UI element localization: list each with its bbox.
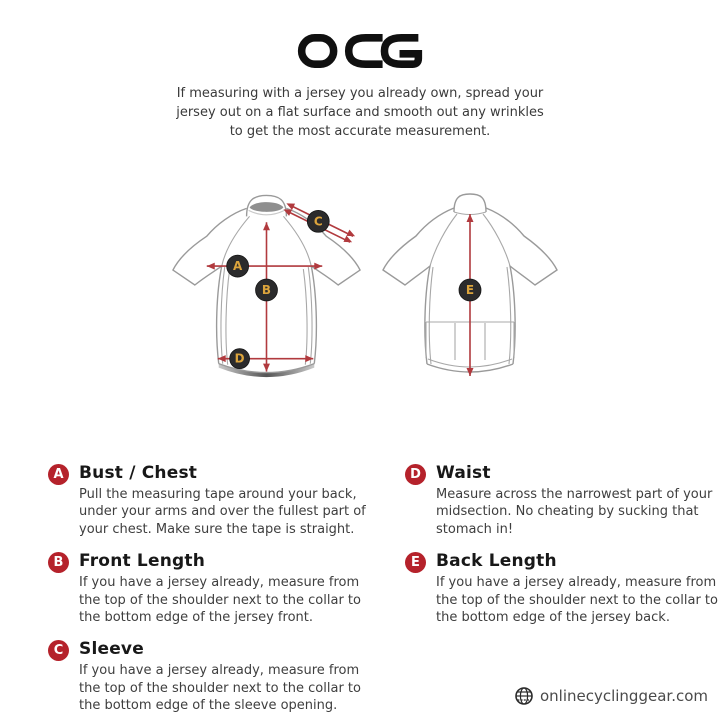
measurement-item-front-length [48, 551, 378, 626]
measurement-title: Waist [436, 463, 491, 483]
badge-a: A [48, 464, 69, 485]
svg-text:D: D [234, 351, 245, 366]
measure-point-a [227, 255, 249, 277]
front-jersey-diagram [160, 186, 374, 386]
measurement-title: Bust / Chest [79, 463, 198, 483]
badge-d: D [405, 464, 426, 485]
measurement-title: Back Length [436, 551, 557, 572]
ocg-logo [296, 30, 424, 72]
measurement-item-waist [405, 463, 717, 538]
badge-b: B [48, 552, 69, 573]
measurement-description: If you have a jersey already, measure from the top of the shoulder next to the collar to the bottom edge of the jersey front. [79, 575, 361, 626]
jersey-diagrams [160, 186, 574, 386]
measurement-description: Measure across the narrowest part of your midsection. No cheating by sucking that stomach in! [436, 487, 713, 537]
svg-text:E: E [465, 283, 475, 297]
badge-e: E [405, 552, 426, 573]
measure-point-e [459, 279, 481, 301]
descriptions-right-column [405, 463, 717, 720]
measurement-description: If you have a jersey already, measure from the top of the shoulder next to the collar to the bottom edge of the jersey back. [436, 575, 718, 626]
badge-c: C [48, 640, 69, 661]
measurement-description: Pull the measuring tape around your back, under your arms and over the fullest part of your chest. Make sure the tape is straight. [79, 487, 366, 537]
measurement-item-sleeve [48, 639, 378, 714]
svg-text:A: A [233, 259, 243, 274]
header [0, 30, 720, 72]
website-url: onlinecyclinggear.com [539, 687, 708, 705]
measure-point-c [307, 210, 329, 232]
measurement-descriptions [48, 463, 717, 720]
measure-point-b [256, 279, 278, 301]
svg-text:C: C [313, 214, 323, 229]
footer-brand [514, 686, 708, 706]
measuring-instructions: If measuring with a jersey you already own, spread your jersey out on a flat surface and smooth out any wrinkles to get the most accurate measurement. [176, 86, 544, 140]
measurement-item-bust-chest [48, 463, 378, 538]
globe-icon [514, 686, 534, 706]
measurement-title: Front Length [79, 551, 205, 572]
measurement-title: Sleeve [79, 639, 144, 660]
svg-text:B: B [261, 282, 272, 297]
measure-point-d [230, 349, 250, 369]
measurement-item-back-length [405, 551, 717, 626]
measurement-description: If you have a jersey already, measure from the top of the shoulder next to the collar to the bottom edge of the sleeve opening. [79, 663, 361, 714]
back-jersey-diagram [374, 186, 574, 386]
descriptions-left-column [48, 463, 378, 720]
